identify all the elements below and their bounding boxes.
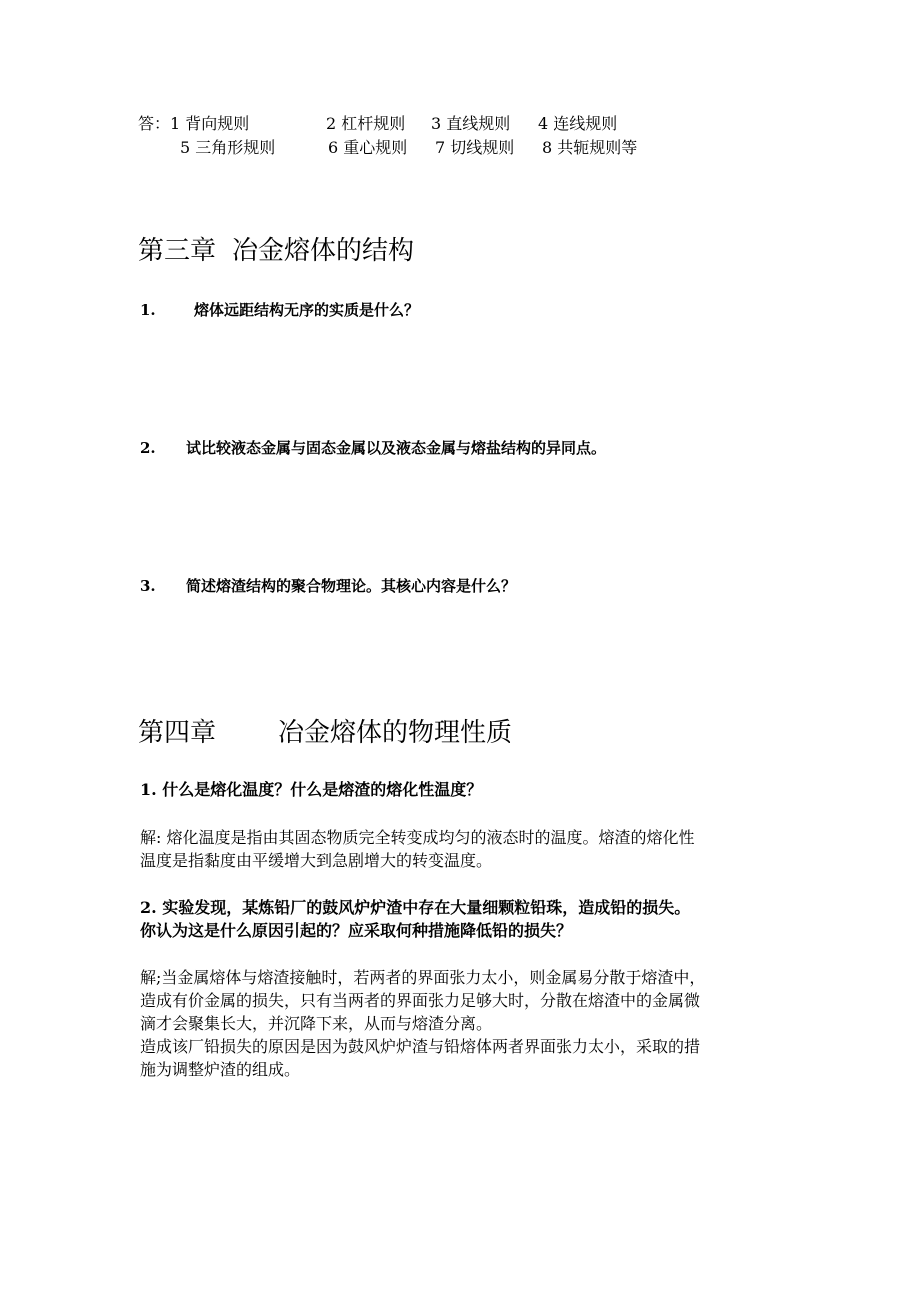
question-number: 3. bbox=[140, 577, 156, 595]
chapter-3-number: 第三章 bbox=[138, 236, 217, 266]
rule-item: 8 共轭规则等 bbox=[542, 138, 638, 157]
chapter-4-question-1: 1. 什么是熔化温度？什么是熔渣的熔化性温度？ bbox=[140, 780, 483, 799]
question-text: 试比较液态金属与固态金属以及液态金属与熔盐结构的异同点。 bbox=[186, 439, 607, 457]
rule-item: 2 杠杆规则 bbox=[326, 114, 406, 133]
chapter-4-question-2 bbox=[140, 896, 790, 942]
answer-line: 施为调整炉渣的组成。 bbox=[140, 1060, 301, 1079]
answer-rules-line-1 bbox=[138, 112, 249, 136]
chapter-3-heading bbox=[138, 234, 414, 268]
rule-item: 5 三角形规则 bbox=[180, 138, 276, 157]
answer-line: 解;当金属熔体与熔渣接触时，若两者的界面张力太小，则金属易分散于熔渣中， bbox=[140, 968, 706, 987]
answer-line: 滴才会聚集长大，并沉降下来，从而与熔渣分离。 bbox=[140, 1014, 493, 1033]
chapter-4-number: 第四章 bbox=[138, 718, 217, 748]
answer-line: 温度是指黏度由平缓增大到急剧增大的转变温度。 bbox=[140, 851, 493, 870]
chapter-4-answer-1 bbox=[140, 826, 790, 872]
answer-line: 造成该厂铅损失的原因是因为鼓风炉炉渣与铅熔体两者界面张力太小，采取的措 bbox=[140, 1037, 701, 1056]
rule-item: 4 连线规则 bbox=[538, 114, 618, 133]
answer-line: 解: 熔化温度是指由其固态物质完全转变成均匀的液态时的温度。熔渣的熔化性 bbox=[140, 828, 695, 847]
question-number: 2. bbox=[140, 439, 156, 457]
chapter-4-answer-2 bbox=[140, 966, 790, 1081]
rule-item: 7 切线规则 bbox=[435, 138, 515, 157]
rule-item: 3 直线规则 bbox=[431, 114, 511, 133]
rule-item: 1 背向规则 bbox=[170, 114, 250, 133]
question-line: 2. 实验发现，某炼铅厂的鼓风炉炉渣中存在大量细颗粒铅珠，造成铅的损失。 bbox=[140, 898, 691, 917]
chapter-3-question-2 bbox=[140, 436, 606, 460]
chapter-3-question-3 bbox=[140, 574, 516, 598]
chapter-3-title: 冶金熔体的结构 bbox=[232, 236, 415, 266]
question-text: 简述熔渣结构的聚合物理论。其核心内容是什么？ bbox=[186, 577, 517, 595]
question-number: 1. bbox=[140, 301, 156, 319]
chapter-4-title: 冶金熔体的物理性质 bbox=[278, 718, 513, 748]
question-line: 你认为这是什么原因引起的？应采取何种措施降低铅的损失？ bbox=[140, 921, 573, 940]
question-text: 熔体远距结构无序的实质是什么？ bbox=[194, 301, 420, 319]
answer-prefix: 答： bbox=[138, 114, 171, 133]
chapter-4-heading bbox=[138, 716, 512, 750]
chapter-3-question-1 bbox=[140, 298, 419, 322]
rule-item: 6 重心规则 bbox=[328, 138, 408, 157]
answer-line: 造成有价金属的损失，只有当两者的界面张力足够大时，分散在熔渣中的金属微 bbox=[140, 991, 701, 1010]
